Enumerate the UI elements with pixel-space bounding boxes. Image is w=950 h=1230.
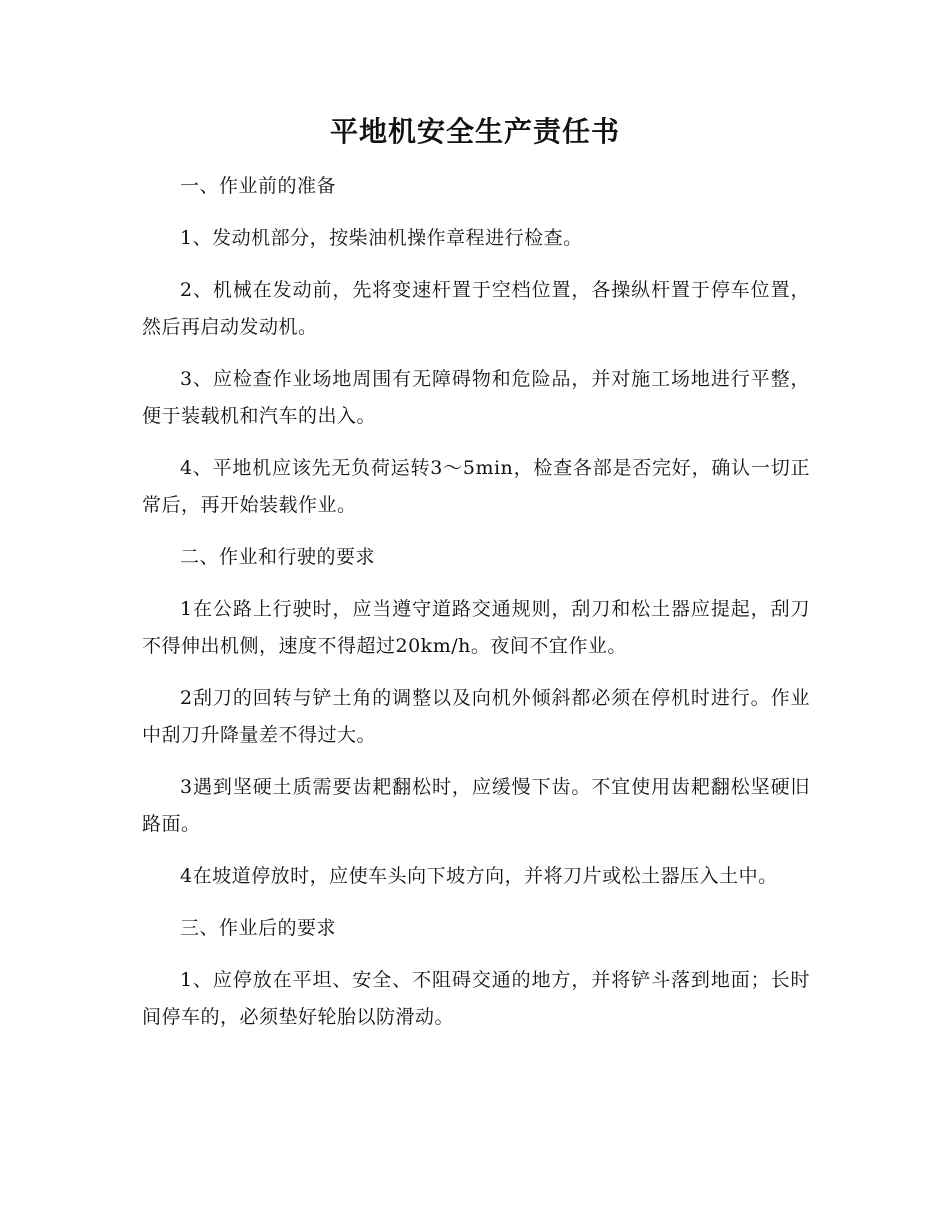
paragraph: 3、应检查作业场地周围有无障碍物和危险品，并对施工场地进行平整，便于装载机和汽车的出入。 (142, 368, 810, 427)
paragraph: 1、应停放在平坦、安全、不阻碍交通的地方，并将铲斗落到地面；长时间停车的，必须垫好轮胎以防滑动。 (142, 969, 810, 1028)
paragraph: 4在坡道停放时，应使车头向下坡方向，并将刀片或松土器压入土中。 (180, 865, 778, 887)
paragraph: 1在公路上行驶时，应当遵守道路交通规则，刮刀和松土器应提起，刮刀不得伸出机侧，速度不得超过20km/h。夜间不宜作业。 (142, 598, 810, 657)
paragraph: 4、平地机应该先无负荷运转3～5min，检查各部是否完好，确认一切正常后，再开始装载作业。 (142, 457, 810, 516)
section-heading: 一、作业前的准备 (180, 175, 337, 197)
paragraph: 2刮刀的回转与铲土角的调整以及向机外倾斜都必须在停机时进行。作业中刮刀升降量差不得过大。 (142, 687, 810, 746)
paragraph: 1、发动机部分，按柴油机操作章程进行检查。 (180, 227, 583, 249)
paragraph: 2、机械在发动前，先将变速杆置于空档位置，各操纵杆置于停车位置，然后再启动发动机。 (142, 279, 810, 338)
paragraph: 3遇到坚硬土质需要齿耙翻松时，应缓慢下齿。不宜使用齿耙翻松坚硬旧路面。 (142, 776, 810, 835)
section-heading: 二、作业和行驶的要求 (180, 546, 376, 568)
document-title: 平地机安全生产责任书 (329, 115, 620, 148)
section-heading: 三、作业后的要求 (180, 917, 337, 939)
document-body (142, 168, 810, 1051)
